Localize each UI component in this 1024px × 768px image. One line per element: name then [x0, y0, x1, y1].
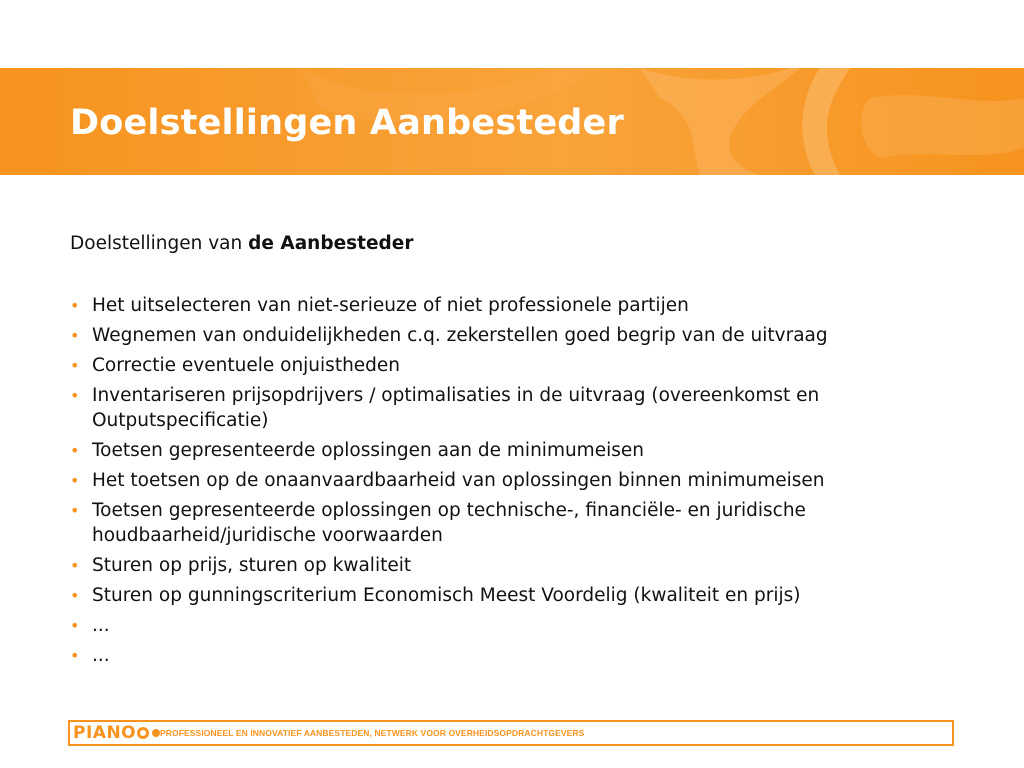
list-item-text: Het toetsen op de onaanvaardbaarheid van oplossingen binnen minimumeisen — [92, 470, 825, 491]
list-item — [70, 613, 960, 638]
list-item — [70, 553, 960, 578]
list-item — [70, 383, 960, 433]
logo-text: PIANO — [73, 723, 137, 743]
footer-tagline: PROFESSIONEEL EN INNOVATIEF AANBESTEDEN, NETWERK VOOR OVERHEIDSOPDRACHTGEVERS — [160, 728, 585, 738]
list-item-text: Toetsen gepresenteerde oplossingen aan de minimumeisen — [92, 440, 644, 461]
list-item-text: Correctie eventuele onjuistheden — [92, 355, 401, 376]
list-item-text: Toetsen gepresenteerde oplossingen op technische-, financiële- en juridische houdbaarheid/juridische voorwaarden — [92, 500, 806, 546]
list-item-text: Sturen op gunningscriterium Economisch Meest Voordelig (kwaliteit en prijs) — [92, 585, 801, 606]
list-item — [70, 293, 960, 318]
list-item-text: ... — [92, 645, 110, 666]
piano-logo — [70, 722, 160, 744]
bullet-icon: • — [70, 441, 80, 460]
list-item-text: Wegnemen van onduidelijkheden c.q. zekerstellen goed begrip van de uitvraag — [92, 325, 828, 346]
intro-prefix: Doelstellingen van — [70, 233, 249, 254]
list-item — [70, 498, 960, 548]
bullet-icon: • — [70, 646, 80, 665]
list-item — [70, 353, 960, 378]
slide-title: Doelstellingen Aanbesteder — [70, 103, 624, 143]
list-item — [70, 323, 960, 348]
intro-bold: de Aanbesteder — [248, 233, 414, 254]
list-item — [70, 583, 960, 608]
bullet-icon: • — [70, 326, 80, 345]
bullet-icon: • — [70, 296, 80, 315]
bullet-icon: • — [70, 586, 80, 605]
list-item — [70, 438, 960, 463]
list-item-text: Het uitselecteren van niet-serieuze of niet professionele partijen — [92, 295, 689, 316]
bullet-list — [70, 293, 960, 673]
list-item — [70, 468, 960, 493]
logo-ring-icon — [137, 727, 149, 739]
intro-line — [70, 233, 413, 254]
bullet-icon: • — [70, 616, 80, 635]
bullet-icon: • — [70, 501, 80, 520]
bullet-icon: • — [70, 386, 80, 405]
bullet-icon: • — [70, 556, 80, 575]
list-item-text: Inventariseren prijsopdrijvers / optimalisaties in de uitvraag (overeenkomst en Outputspecificatie) — [92, 385, 820, 431]
bullet-icon: • — [70, 356, 80, 375]
footer-bar — [68, 720, 954, 746]
list-item — [70, 643, 960, 668]
list-item-text: Sturen op prijs, sturen op kwaliteit — [92, 555, 412, 576]
bullet-icon: • — [70, 471, 80, 490]
logo-dot-icon — [152, 729, 160, 737]
list-item-text: ... — [92, 615, 110, 636]
